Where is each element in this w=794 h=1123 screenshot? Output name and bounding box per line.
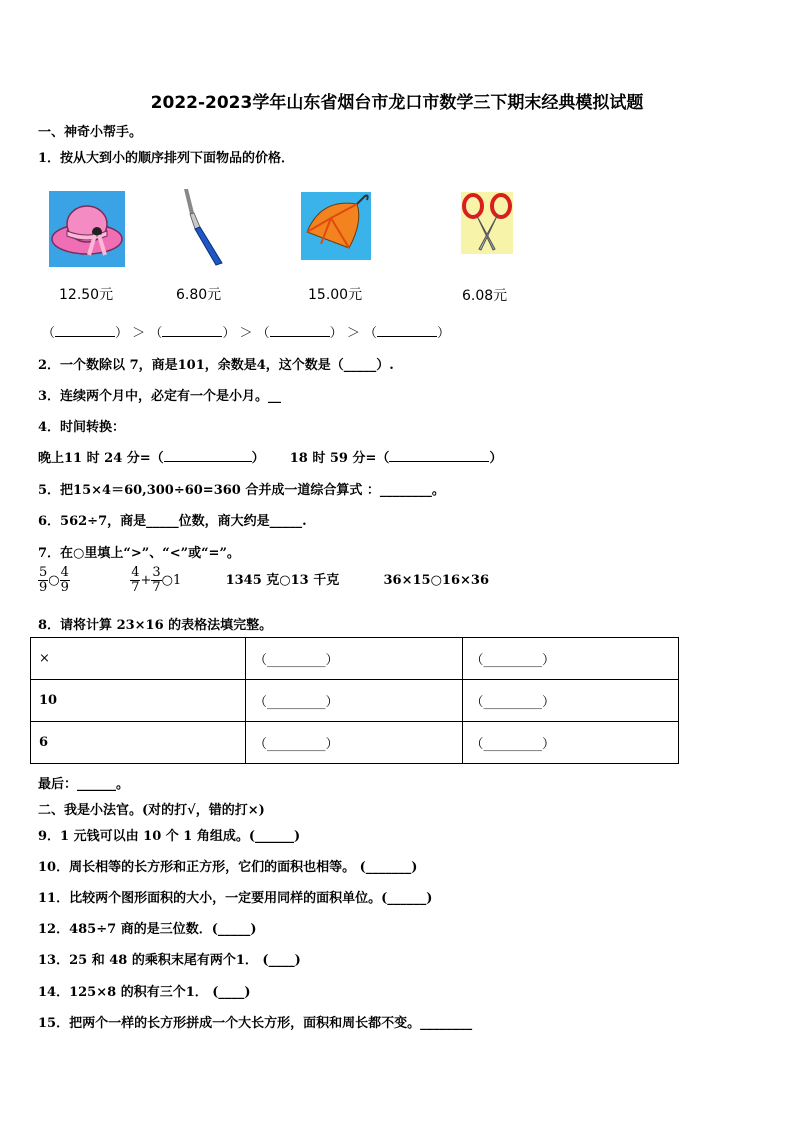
question-10: 10．周长相等的长方形和正方形，它们的面积也相等。 (_______)	[38, 860, 418, 875]
umbrella-icon	[301, 192, 371, 260]
question-11: 11．比较两个图形面积的大小，一定要用同样的面积单位。(______)	[38, 891, 433, 906]
section-1-heading: 一、神奇小帮手。	[38, 125, 143, 140]
price-brush: 6.80元	[176, 287, 222, 303]
table-cell[interactable]: （_________）	[246, 680, 463, 722]
table-row	[31, 638, 679, 680]
question-4: 4．时间转换：	[38, 420, 126, 435]
compare-product: 36×15○16×36	[383, 573, 490, 588]
table-cell[interactable]: （_________）	[246, 638, 463, 680]
question-15: 15．把两个一样的长方形拼成一个大长方形，面积和周长都不变。________	[38, 1016, 473, 1031]
question-12: 12．485÷7 商的是三位数．(_____)	[38, 922, 257, 937]
final-answer: 最后：______。	[38, 777, 130, 792]
question-6: 6．562÷7，商是_____位数，商大约是_____.	[38, 514, 307, 529]
question-3: 3．连续两个月中，必定有一个是小月。__	[38, 389, 282, 404]
table-cell[interactable]: （_________）	[462, 638, 679, 680]
table-cell[interactable]: （_________）	[462, 722, 679, 764]
question-7-items: $\frac{5}{9}$ ○ $\frac{4}{9}$ $\frac{4}{7}$ + $\frac{3}{7}$ ○1 1345 克○13 千克 36×15○16×36	[39, 565, 490, 595]
fraction-4-7: $\frac{4}{7}$	[131, 565, 140, 595]
order-blank-2[interactable]	[162, 324, 222, 337]
question-14: 14．125×8 的积有三个1． (____)	[38, 985, 251, 1000]
table-head-cell: 6	[31, 722, 246, 764]
question-4-conversions: 晚上11 时 24 分=（ ） 18 时 59 分=（ ）	[38, 451, 503, 466]
order-blank-1[interactable]	[55, 324, 115, 337]
table-head-cell: 10	[31, 680, 246, 722]
fraction-3-7: $\frac{3}{7}$	[152, 565, 161, 595]
compare-weight: 1345 克○13 千克	[225, 573, 340, 588]
order-blank-4[interactable]	[377, 324, 437, 337]
question-7: 7．在○里填上“>”、“<”或“=”。	[38, 546, 240, 561]
table-cell[interactable]: （_________）	[462, 680, 679, 722]
price-hat: 12.50元	[59, 287, 114, 303]
fraction-4-9: $\frac{4}{9}$	[60, 565, 69, 595]
brush-icon	[178, 187, 226, 267]
table-row	[31, 722, 679, 764]
order-row: （ ） ＞ （ ） ＞ （ ） ＞ （ ）	[42, 326, 451, 341]
question-2: 2．一个数除以 7，商是101，余数是4，这个数是（_____）.	[38, 358, 394, 373]
table-head-cell: ×	[31, 638, 246, 680]
question-1: 1．按从大到小的顺序排列下面物品的价格．	[38, 151, 295, 166]
time-blank-2[interactable]	[389, 449, 489, 462]
section-2-heading: 二、我是小法官。(对的打√，错的打×)	[38, 803, 265, 818]
scissors-icon	[461, 192, 513, 254]
price-scissors: 6.08元	[462, 288, 508, 304]
question-5: 5．把15×4＝60,300÷60=360 合并成一道综合算式 ：________。	[38, 483, 445, 498]
question-13: 13．25 和 48 的乘积末尾有两个1． (____)	[38, 953, 301, 968]
page-title: 2022-2023学年山东省烟台市龙口市数学三下期末经典模拟试题	[150, 93, 644, 113]
price-umbrella: 15.00元	[308, 287, 363, 303]
table-cell[interactable]: （_________）	[246, 722, 463, 764]
fraction-5-9: $\frac{5}{9}$	[39, 565, 48, 595]
hat-icon	[49, 191, 125, 267]
time-blank-1[interactable]	[164, 449, 252, 462]
question-9: 9．1 元钱可以由 10 个 1 角组成。(______)	[38, 829, 301, 844]
question-8: 8．请将计算 23×16 的表格法填完整。	[38, 618, 273, 633]
order-blank-3[interactable]	[270, 324, 330, 337]
table-row	[31, 680, 679, 722]
multiplication-table	[30, 637, 679, 764]
